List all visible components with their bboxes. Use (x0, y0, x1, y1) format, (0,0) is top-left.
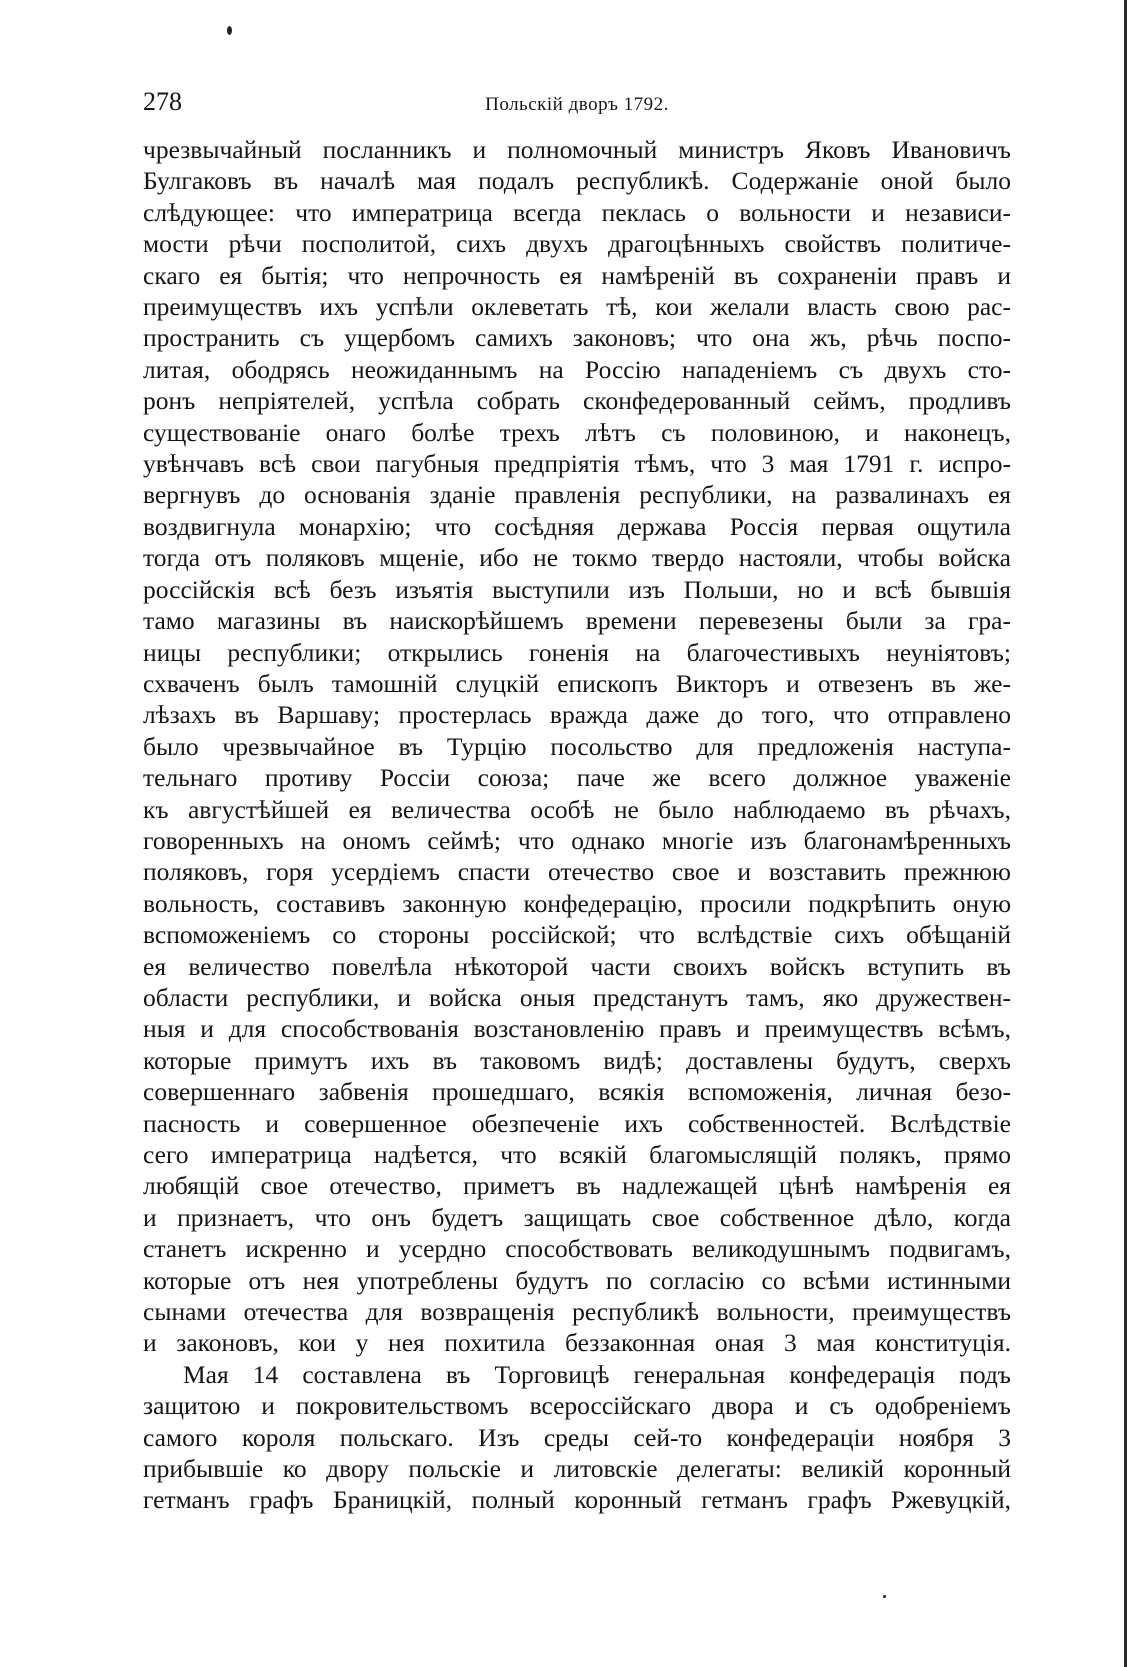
text-line: вольность, составивъ законную конфедерацію, просили подкрѣпить оную (143, 888, 1011, 918)
text-line: вергнувъ до основанія зданіе правленія республики, на развалинахъ ея (143, 480, 1011, 510)
text-line: гетманъ графъ Браницкій, полный коронный гетманъ графъ Ржевуцкій, (143, 1485, 1011, 1515)
text-line: сего императрица надѣется, что всякій благомыслящій полякъ, прямо (143, 1140, 1011, 1169)
text-line: вспоможеніемъ со стороны россійской; что вслѣдствіе сихъ обѣщаній (143, 920, 1011, 950)
text-line: и признаетъ, что онъ будетъ защищать свое собственное дѣло, когда (143, 1202, 1011, 1232)
page-number: 278 (143, 87, 182, 116)
paragraph (143, 1359, 1011, 1516)
ink-speck (883, 1595, 886, 1598)
text-line: защитою и покровительствомъ всероссійскаго двора и съ одобреніемъ (143, 1391, 1011, 1421)
text-line: самого короля польскаго. Изъ среды сей-то конфедераціи ноября 3 (143, 1422, 1011, 1452)
text-line: ныя и для способствованія возстановленію правъ и преимуществъ всѣмъ, (143, 1014, 1011, 1044)
body-text (143, 134, 1011, 1516)
page-header (143, 84, 1011, 124)
text-line: существованіе онаго болѣе трехъ лѣтъ съ половиною, и наконецъ, (143, 417, 1011, 447)
text-line: ницы республики; открылись гоненія на благочестивыхъ неуніятовъ; (143, 637, 1011, 667)
text-line: скаго ея бытія; что непрочность ея намѣреній въ сохраненіи правъ и (143, 260, 1011, 290)
text-line: къ августѣйшей ея величества особѣ не было наблюдаемо въ рѣчахъ, (143, 794, 1011, 824)
text-line: слѣдующее: что императрица всегда пеклась о вольности и независи- (143, 197, 1011, 227)
text-line: тогда отъ поляковъ мщеніе, ибо не токмо твердо настояли, чтобы войска (143, 543, 1011, 573)
text-line: пространить съ ущербомъ самихъ законовъ; что она жъ, рѣчь поспо- (143, 323, 1011, 353)
text-line: сынами отечества для возвращенія республикѣ вольности, преимуществъ (143, 1297, 1011, 1327)
text-line: увѣнчавъ всѣ свои пагубныя предпріятія тѣмъ, что 3 мая 1791 г. испро- (143, 449, 1011, 479)
running-title: Польскій дворъ 1792. (485, 94, 669, 115)
text-line: ронъ непріятелей, успѣла собрать сконфедерованный сеймъ, продливъ (143, 386, 1011, 416)
text-line: любящій свое отечество, приметъ въ надлежащей цѣнѣ намѣренія ея (143, 1171, 1011, 1201)
text-line: и законовъ, кои у нея похитила беззаконная оная 3 мая конституція. (143, 1328, 1011, 1358)
text-line: россійскія всѣ безъ изъятія выступили изъ Польши, но и всѣ бывшія (143, 574, 1011, 604)
text-line: пасность и совершенное обезпеченіе ихъ собственностей. Вслѣдствіе (143, 1108, 1011, 1138)
text-line: которые отъ нея употреблены будутъ по согласію со всѣми истинными (143, 1265, 1011, 1295)
text-line: мости рѣчи посполитой, сихъ двухъ драгоцѣнныхъ свойствъ политиче- (143, 229, 1011, 259)
text-line: тельнаго противу Россіи союза; паче же всего должное уваженіе (143, 763, 1011, 793)
text-line: говоренныхъ на ономъ сеймѣ; что однако многіе изъ благонамѣренныхъ (143, 825, 1011, 855)
text-line: станетъ искренно и усердно способствовать великодушнымъ подвигамъ, (143, 1234, 1011, 1264)
text-line: области республики, и войска оныя предстанутъ тамъ, яко дружествен- (143, 982, 1011, 1012)
text-line: Булгаковъ въ началѣ мая подалъ республикѣ. Содержаніе оной было (143, 166, 1011, 196)
text-line: ея величество повелѣла нѣкоторой части своихъ войскъ вступить въ (143, 951, 1011, 981)
text-line: преимуществъ ихъ успѣли оклеветать тѣ, кои желали власть свою рас- (143, 292, 1011, 322)
text-line: лѣзахъ въ Варшаву; простерлась вражда даже до того, что отправлено (143, 700, 1011, 730)
text-line: Мая 14 составлена въ Торговицѣ генеральная конфедерація подъ (183, 1359, 1011, 1389)
text-line: прибывшіе ко двору польскіе и литовскіе делегаты: великій коронный (143, 1454, 1011, 1484)
text-line: тамо магазины въ наискорѣйшемъ времени перевезены были за гра- (143, 606, 1011, 636)
text-line: схваченъ былъ тамошній слуцкій епископъ Викторъ и отвезенъ въ же- (143, 668, 1011, 698)
text-line: было чрезвычайное въ Турцію посольство для предложенія наступа- (143, 731, 1011, 761)
text-line: совершеннаго забвенія прошедшаго, всякія вспоможенія, личная безо- (143, 1077, 1011, 1107)
paragraph (143, 134, 1011, 1359)
ink-speck (227, 26, 232, 35)
text-line: которые примутъ ихъ въ таковомъ видѣ; доставлены будутъ, сверхъ (143, 1045, 1011, 1075)
text-line: поляковъ, горя усердіемъ спасти отечество свое и возставить прежнюю (143, 857, 1011, 887)
text-line: воздвигнула монархію; что сосѣдняя держава Россія первая ощутила (143, 511, 1011, 541)
text-line: литая, ободрясь неожиданнымъ на Россію нападеніемъ съ двухъ сто- (143, 354, 1011, 384)
text-line: чрезвычайный посланникъ и полномочный министръ Яковъ Ивановичъ (143, 135, 1011, 164)
page-edge-shadow (1124, 0, 1127, 1667)
